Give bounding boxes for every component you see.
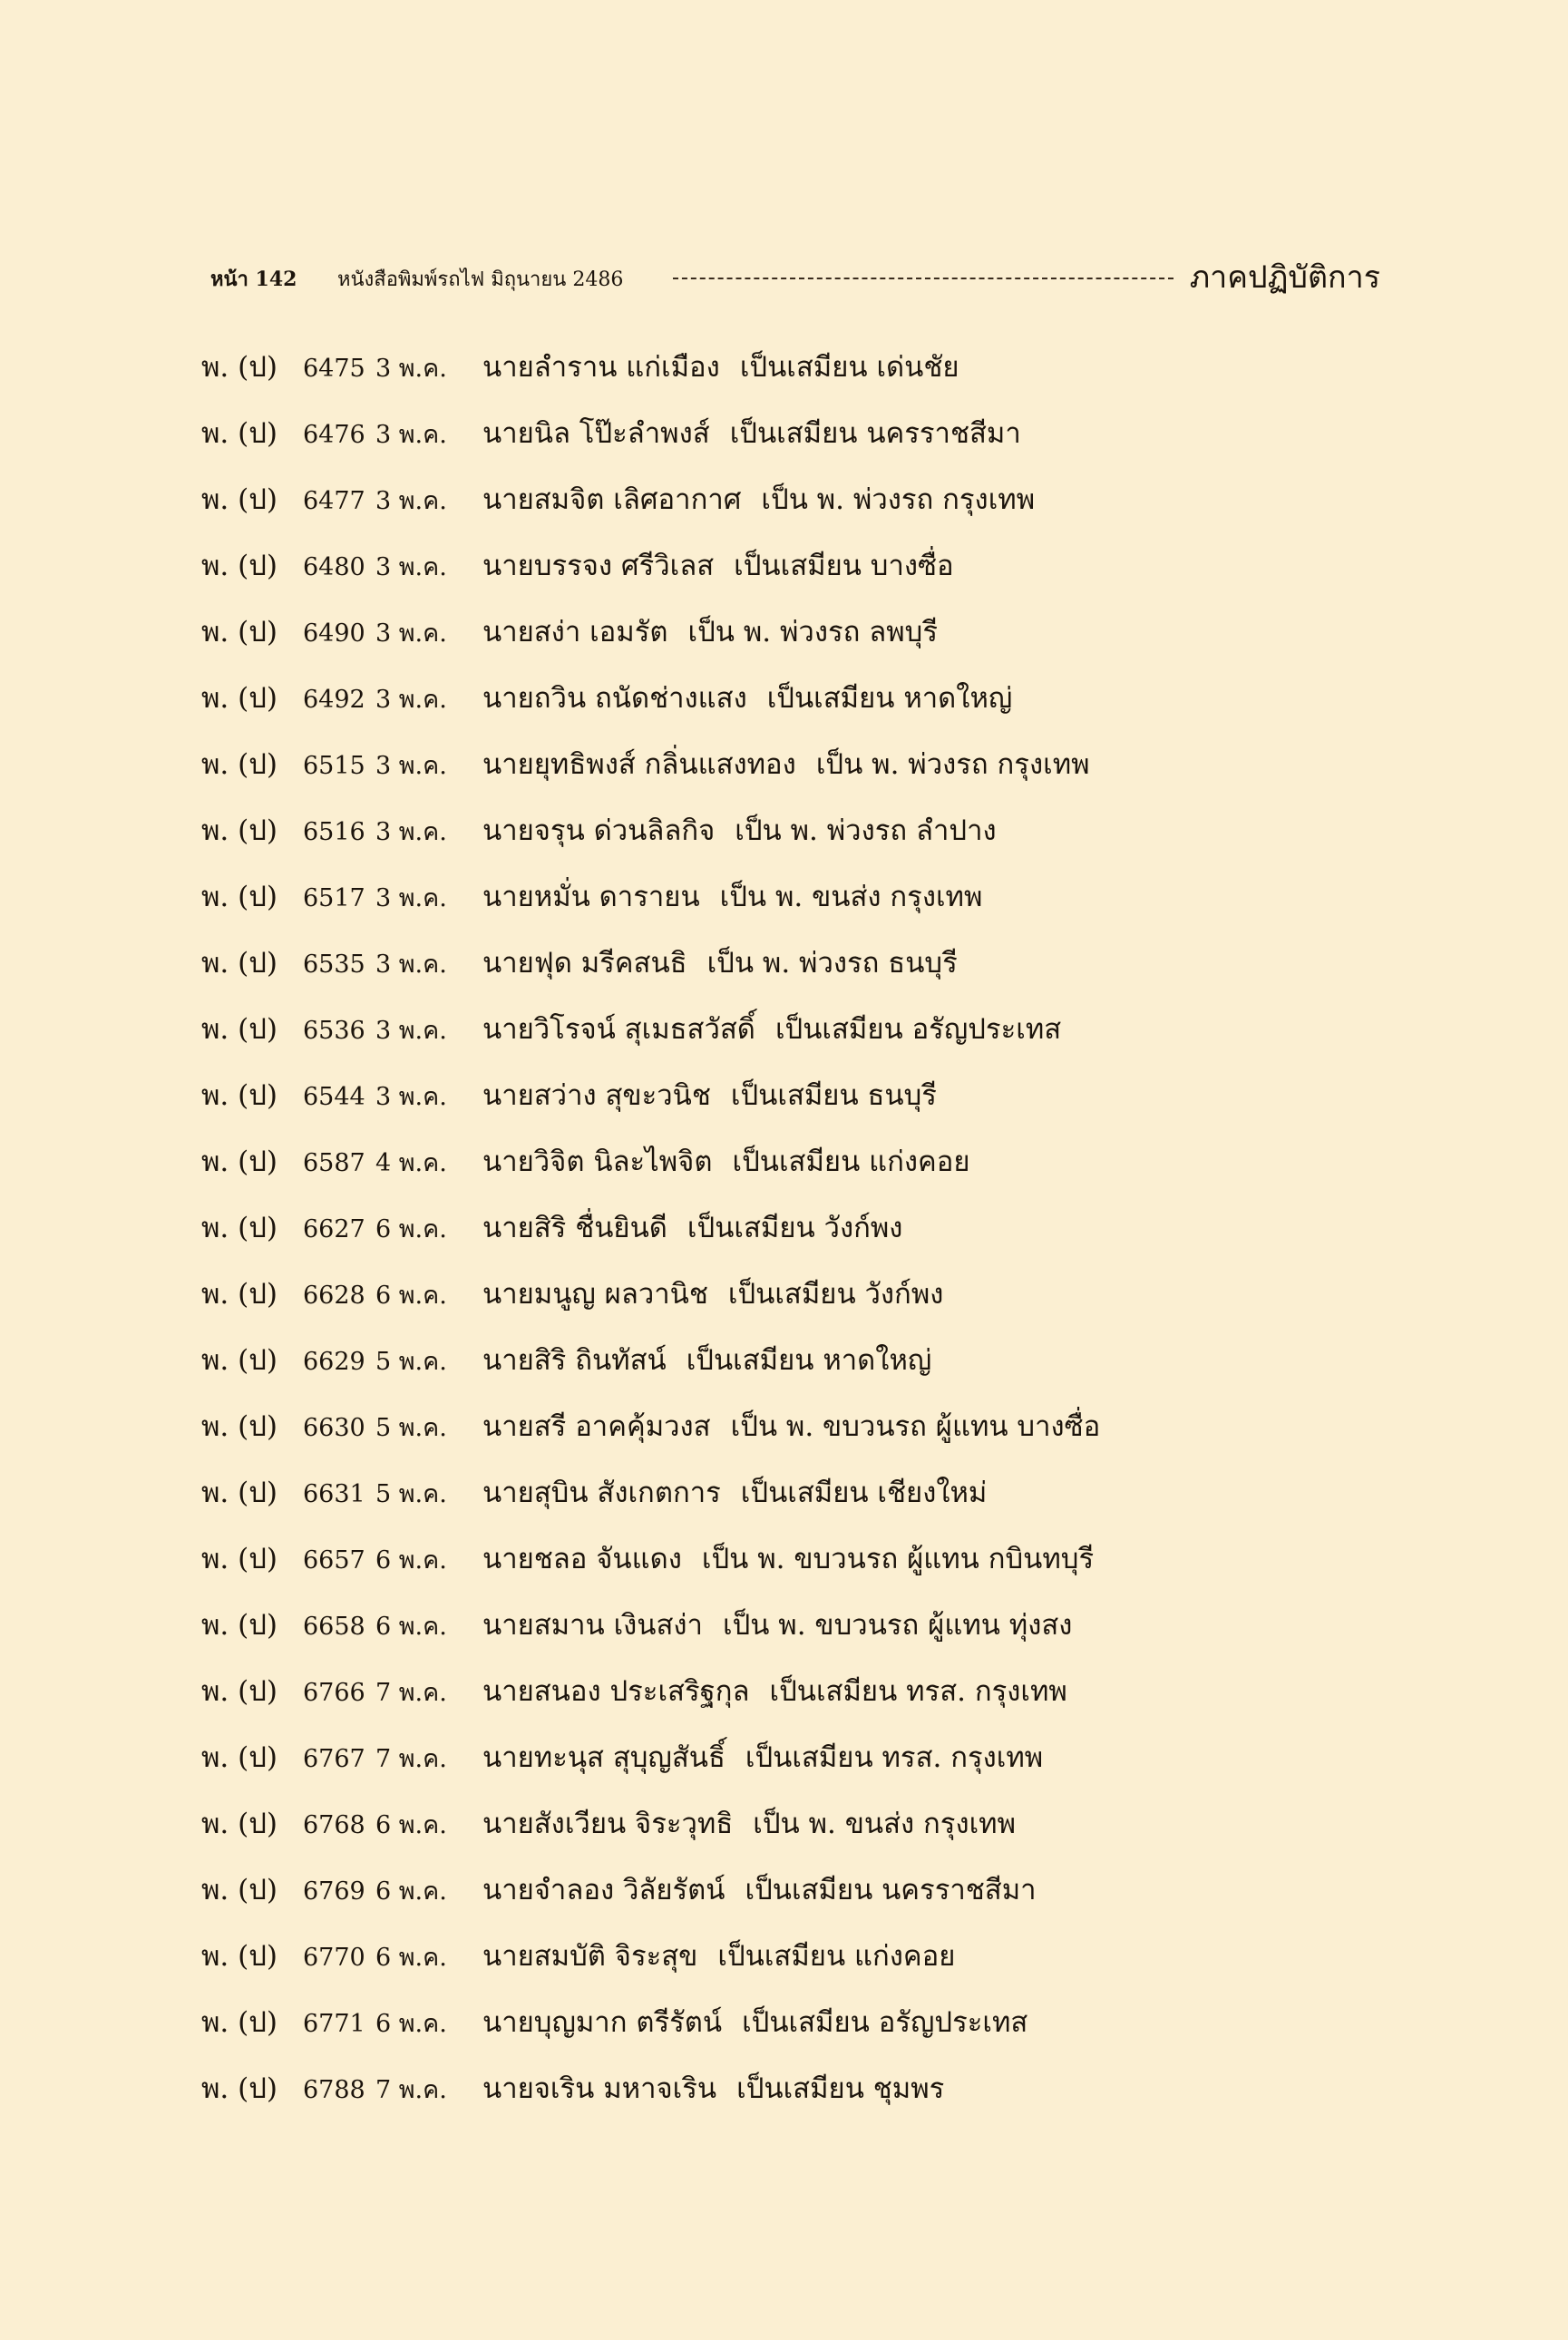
section-title: ภาคปฏิบัติการ: [1189, 259, 1380, 296]
entry-position: เป็นเสมียน บางซื่อ: [734, 550, 954, 582]
entry-prefix: พ. (ป): [201, 1477, 278, 1509]
entry-date: 7 พ.ค.: [375, 2076, 447, 2104]
entry-name: นายมนูญ ผลวานิช: [482, 1278, 708, 1311]
entry-position: เป็น พ. พ่วงรถ กรุงเทพ: [815, 748, 1090, 781]
list-item: [201, 1071, 1398, 1137]
entry-number: 6480: [303, 553, 365, 581]
entry-name: นายจำลอง วิลัยรัตน์: [482, 1874, 726, 1906]
entry-position: เป็นเสมียน แก่งคอย: [717, 1940, 956, 1973]
entry-name: นายทะนุส สุบุญสันธิ์: [482, 1741, 726, 1774]
entry-position: เป็น พ. พ่วงรถ กรุงเทพ: [761, 483, 1036, 516]
entry-date: 6 พ.ค.: [375, 1282, 447, 1310]
entry-date: 4 พ.ค.: [375, 1149, 447, 1177]
entry-prefix: พ. (ป): [201, 1013, 278, 1046]
entry-position: เป็นเสมียน อรัญประเทส: [742, 2006, 1028, 2039]
entry-number: 6628: [303, 1282, 365, 1310]
list-item: [201, 1733, 1398, 1799]
entry-number: 6770: [303, 1944, 365, 1972]
entry-date: 7 พ.ค.: [375, 1745, 447, 1773]
entry-prefix: พ. (ป): [201, 2006, 278, 2039]
entry-number: 6658: [303, 1613, 365, 1641]
publication-title: หนังสือพิมพ์รถไฟ มิถุนายน 2486: [337, 268, 624, 291]
entry-prefix: พ. (ป): [201, 1278, 278, 1311]
entry-name: นายจเริน มหาจเริน: [482, 2072, 717, 2105]
entry-prefix: พ. (ป): [201, 947, 278, 980]
entry-name: นายหมั่น ดารายน: [482, 881, 700, 913]
entry-number: 6767: [303, 1745, 365, 1773]
list-item: [201, 541, 1398, 608]
entry-position: เป็นเสมียน แก่งคอย: [732, 1146, 970, 1178]
entry-number: 6476: [303, 421, 365, 449]
entry-date: 6 พ.ค.: [375, 1944, 447, 1972]
entry-number: 6517: [303, 884, 365, 912]
entry-prefix: พ. (ป): [201, 1212, 278, 1244]
entry-prefix: พ. (ป): [201, 1344, 278, 1377]
entry-date: 6 พ.ค.: [375, 1215, 447, 1243]
entry-name: นายนิล โป๊ะลำพงส์: [482, 417, 710, 450]
entry-position: เป็น พ. พ่วงรถ ลพบุรี: [687, 616, 938, 648]
entry-prefix: พ. (ป): [201, 483, 278, 516]
entry-number: 6490: [303, 619, 365, 648]
entry-name: นายชลอ จันแดง: [482, 1543, 682, 1575]
list-item: [201, 1667, 1398, 1733]
entry-number: 6629: [303, 1348, 365, 1376]
entry-name: นายยุทธิพงส์ กลิ่นแสงทอง: [482, 748, 796, 781]
entry-position: เป็นเสมียน เชียงใหม่: [740, 1477, 988, 1509]
entry-number: 6587: [303, 1149, 365, 1177]
entry-date: 3 พ.ค.: [375, 752, 447, 780]
list-item: [201, 806, 1398, 873]
entry-name: นายวิจิต นิละไพจิต: [482, 1146, 713, 1178]
list-item: [201, 1998, 1398, 2064]
list-item: [201, 1336, 1398, 1402]
entry-number: 6515: [303, 752, 365, 780]
entry-position: เป็น พ. พ่วงรถ ธนบุรี: [706, 947, 958, 980]
entry-prefix: พ. (ป): [201, 814, 278, 847]
list-item: [201, 740, 1398, 806]
entry-number: 6766: [303, 1679, 365, 1707]
entry-name: นายบุญมาก ตรีรัตน์: [482, 2006, 723, 2039]
entry-prefix: พ. (ป): [201, 417, 278, 450]
entry-position: เป็น พ. ขบวนรถ ผู้แทน กบินทบุรี: [701, 1543, 1095, 1575]
list-item: [201, 1799, 1398, 1866]
entry-number: 6516: [303, 818, 365, 846]
entry-name: นายบรรจง ศรีวิเลส: [482, 550, 715, 582]
entry-prefix: พ. (ป): [201, 550, 278, 582]
entry-position: เป็นเสมียน วังก์พง: [727, 1278, 944, 1311]
entry-position: เป็นเสมียน อรัญประเทส: [774, 1013, 1062, 1046]
header-dashed-rule: [673, 278, 1174, 279]
entry-date: 6 พ.ค.: [375, 1546, 447, 1575]
entry-number: 6535: [303, 951, 365, 979]
entry-name: นายสิริ ถินทัสน์: [482, 1344, 667, 1377]
list-item: [201, 1204, 1398, 1270]
entry-prefix: พ. (ป): [201, 1741, 278, 1774]
entry-date: 3 พ.ค.: [375, 951, 447, 979]
entry-name: นายสว่าง สุขะวนิช: [482, 1079, 711, 1112]
entry-date: 3 พ.ค.: [375, 421, 447, 449]
list-item: [201, 1601, 1398, 1667]
entry-name: นายสรี อาคคุ้มวงส: [482, 1410, 711, 1443]
entry-number: 6657: [303, 1546, 365, 1575]
entry-name: นายสง่า เอมรัต: [482, 616, 668, 648]
list-item: [201, 1005, 1398, 1071]
entry-prefix: พ. (ป): [201, 1146, 278, 1178]
entry-prefix: พ. (ป): [201, 1543, 278, 1575]
entry-date: 6 พ.ค.: [375, 1613, 447, 1641]
entry-prefix: พ. (ป): [201, 1874, 278, 1906]
list-item: [201, 1270, 1398, 1336]
entry-date: 6 พ.ค.: [375, 1811, 447, 1839]
entry-date: 3 พ.ค.: [375, 1017, 447, 1045]
entry-date: 3 พ.ค.: [375, 619, 447, 648]
entry-number: 6477: [303, 487, 365, 515]
entry-number: 6769: [303, 1877, 365, 1906]
list-item: [201, 2064, 1398, 2130]
entry-number: 6630: [303, 1414, 365, 1442]
entry-date: 3 พ.ค.: [375, 487, 447, 515]
entry-name: นายสนอง ประเสริฐกุล: [482, 1675, 750, 1708]
page-header: [210, 245, 1380, 296]
list-item: [201, 1535, 1398, 1601]
list-item: [201, 1468, 1398, 1535]
entry-number: 6631: [303, 1480, 365, 1508]
entry-number: 6788: [303, 2076, 365, 2104]
list-item: [201, 1866, 1398, 1932]
entry-position: เป็นเสมียน นครราชสีมา: [745, 1874, 1037, 1906]
entry-date: 3 พ.ค.: [375, 355, 447, 383]
entry-date: 3 พ.ค.: [375, 818, 447, 846]
entry-position: เป็น พ. ขนส่ง กรุงเทพ: [719, 881, 983, 913]
entry-position: เป็น พ. พ่วงรถ ลำปาง: [735, 814, 997, 847]
entry-position: เป็นเสมียน หาดใหญ่: [766, 682, 1013, 715]
entry-name: นายสุบิน สังเกตการ: [482, 1477, 721, 1509]
entry-date: 6 พ.ค.: [375, 1877, 447, 1906]
list-item: [201, 1402, 1398, 1468]
entry-prefix: พ. (ป): [201, 1609, 278, 1642]
list-item: [201, 475, 1398, 541]
entry-prefix: พ. (ป): [201, 1079, 278, 1112]
entry-prefix: พ. (ป): [201, 351, 278, 384]
entry-date: 7 พ.ค.: [375, 1679, 447, 1707]
entry-number: 6475: [303, 355, 365, 383]
entry-name: นายจรุน ด่วนลิลกิจ: [482, 814, 716, 847]
entry-name: นายฟุด มรีคสนธิ: [482, 947, 687, 980]
entry-date: 5 พ.ค.: [375, 1348, 447, 1376]
list-item: [201, 873, 1398, 939]
entry-date: 3 พ.ค.: [375, 884, 447, 912]
entry-prefix: พ. (ป): [201, 881, 278, 913]
list-item: [201, 1932, 1398, 1998]
entry-position: เป็น พ. ขนส่ง กรุงเทพ: [753, 1808, 1017, 1840]
entry-date: 3 พ.ค.: [375, 686, 447, 714]
entry-prefix: พ. (ป): [201, 1940, 278, 1973]
list-item: [201, 343, 1398, 409]
entry-prefix: พ. (ป): [201, 2072, 278, 2105]
entry-prefix: พ. (ป): [201, 616, 278, 648]
entry-position: เป็นเสมียน หาดใหญ่: [686, 1344, 932, 1377]
entry-name: นายสิริ ชื่นยินดี: [482, 1212, 667, 1244]
entry-position: เป็นเสมียน นครราชสีมา: [729, 417, 1021, 450]
entry-name: นายวิโรจน์ สุเมธสวัสดิ์: [482, 1013, 755, 1046]
list-item: [201, 608, 1398, 674]
entry-position: เป็นเสมียน ชุมพร: [736, 2072, 945, 2105]
entry-number: 6544: [303, 1083, 365, 1111]
entry-position: เป็นเสมียน วังก์พง: [687, 1212, 903, 1244]
entry-prefix: พ. (ป): [201, 682, 278, 715]
entry-number: 6492: [303, 686, 365, 714]
entry-date: 5 พ.ค.: [375, 1480, 447, 1508]
entry-name: นายถวิน ถนัดช่างแสง: [482, 682, 747, 715]
entry-name: นายสังเวียน จิระวุทธิ: [482, 1808, 734, 1840]
entry-position: เป็นเสมียน ทรส. กรุงเทพ: [745, 1741, 1044, 1774]
appointment-list: [201, 343, 1398, 2130]
list-item: [201, 674, 1398, 740]
list-item: [201, 939, 1398, 1005]
entry-name: นายลำราน แก่เมือง: [482, 351, 720, 384]
entry-name: นายสมจิต เลิศอากาศ: [482, 483, 742, 516]
entry-date: 3 พ.ค.: [375, 553, 447, 581]
page-number: หน้า 142: [210, 268, 297, 291]
entry-number: 6768: [303, 1811, 365, 1839]
entry-prefix: พ. (ป): [201, 1808, 278, 1840]
entry-date: 3 พ.ค.: [375, 1083, 447, 1111]
entry-position: เป็นเสมียน ธนบุรี: [730, 1079, 937, 1112]
entry-name: นายสมาน เงินสง่า: [482, 1609, 703, 1642]
entry-position: เป็น พ. ขบวนรถ ผู้แทน บางซื่อ: [730, 1410, 1101, 1443]
entry-prefix: พ. (ป): [201, 748, 278, 781]
entry-number: 6627: [303, 1215, 365, 1243]
entry-prefix: พ. (ป): [201, 1410, 278, 1443]
entry-date: 6 พ.ค.: [375, 2010, 447, 2038]
list-item: [201, 1137, 1398, 1204]
entry-position: เป็นเสมียน ทรส. กรุงเทพ: [769, 1675, 1067, 1708]
entry-number: 6536: [303, 1017, 365, 1045]
entry-name: นายสมบัติ จิระสุข: [482, 1940, 698, 1973]
entry-date: 5 พ.ค.: [375, 1414, 447, 1442]
entry-position: เป็นเสมียน เด่นชัย: [739, 351, 959, 384]
list-item: [201, 409, 1398, 475]
entry-prefix: พ. (ป): [201, 1675, 278, 1708]
entry-number: 6771: [303, 2010, 365, 2038]
entry-position: เป็น พ. ขบวนรถ ผู้แทน ทุ่งสง: [722, 1609, 1073, 1642]
